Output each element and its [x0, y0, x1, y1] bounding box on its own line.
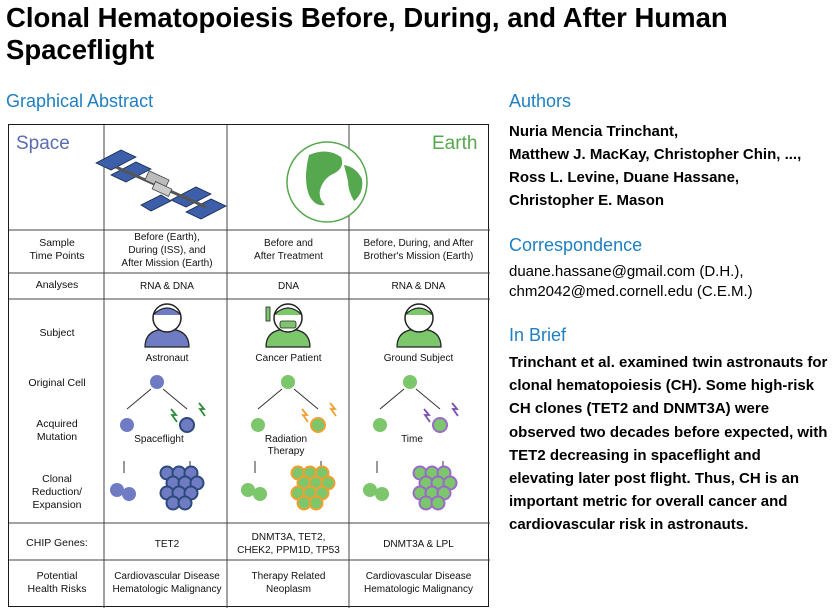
- daughter-cell: [373, 418, 387, 432]
- col2-time-points: Before and After Treatment: [254, 238, 323, 262]
- col2-health-risks: Therapy Related Neoplasm: [251, 571, 326, 595]
- branch-arrow: [380, 389, 404, 409]
- col3-analyses: RNA & DNA: [391, 281, 446, 292]
- mutated-cell: [433, 418, 447, 432]
- earth-label: Earth: [432, 133, 478, 154]
- col1-analyses: RNA & DNA: [140, 281, 194, 292]
- subject-person-icon: [266, 304, 310, 347]
- original-cell: [403, 375, 417, 389]
- col3-health-risks: Cardiovascular Disease Hematologic Malignancy: [364, 571, 473, 595]
- row-label-subject: Subject: [39, 327, 75, 339]
- clone-cell: [110, 483, 124, 497]
- row-label-acquired-mutation: Acquired Mutation: [36, 418, 78, 443]
- paper-title: Clonal Hematopoiesis Before, During, and After Human Spaceflight: [6, 2, 728, 65]
- col2-subject: Cancer Patient: [255, 353, 322, 364]
- correspondence-list: [509, 262, 829, 302]
- clone-cell: [122, 487, 136, 501]
- row-label-original-cell: Original Cell: [28, 377, 86, 389]
- col1-chip-genes: TET2: [154, 539, 180, 550]
- row-label-analyses: Analyses: [35, 279, 79, 291]
- col3-time-points: Before, During, and After Brother's Mission (Earth): [363, 238, 474, 262]
- mutation-bolt-icon: [302, 409, 308, 422]
- branch-arrow: [294, 389, 318, 409]
- mutated-cell: [311, 418, 325, 432]
- authors-list: [509, 120, 829, 212]
- authors-heading: Authors: [509, 91, 572, 111]
- space-station-icon: [96, 150, 226, 219]
- row-label-health-risks: Potential Health Risks: [27, 570, 87, 595]
- col3-chip-genes: DNMT3A & LPL: [383, 539, 454, 550]
- mutation-bolt-icon: [330, 403, 336, 416]
- original-cell: [150, 375, 164, 389]
- clone-cell: [363, 483, 377, 497]
- expanded-clone-cell: [432, 497, 445, 510]
- mutated-cell: [180, 418, 194, 432]
- row-label-chip-genes: CHIP Genes:: [26, 537, 88, 549]
- col1-time-points: Before (Earth), During (ISS), and After Mission (Earth): [121, 232, 213, 269]
- mutation-bolt-icon: [199, 403, 205, 416]
- clone-cell: [375, 487, 389, 501]
- space-label: Space: [16, 133, 70, 154]
- row-label-clonal: Clonal Reduction/ Expansion: [31, 473, 83, 511]
- subject-person-icon: [397, 304, 441, 347]
- clone-cell: [253, 487, 267, 501]
- col1-cause: Spaceflight: [134, 434, 184, 445]
- branch-arrow: [127, 389, 151, 409]
- branch-arrow: [416, 389, 440, 409]
- mutation-bolt-icon: [424, 409, 430, 422]
- subject-person-icon: [145, 304, 189, 347]
- col2-cause: Radiation Therapy: [264, 434, 308, 457]
- author-line: Ross L. Levine, Duane Hassane,: [509, 169, 740, 186]
- daughter-cell: [120, 418, 134, 432]
- mutation-bolt-icon: [171, 409, 177, 422]
- col3-subject: Ground Subject: [383, 353, 454, 364]
- graphical-abstract: [8, 124, 489, 607]
- author-line: Matthew J. MacKay, Christopher Chin, ...,: [509, 146, 802, 163]
- in-brief-text: Trinchant et al. examined twin astronauts for clonal hematopoiesis (CH). Some high-risk CH clones (TET2 and DNMT3A) were observed two decades before expected, with TET2 decreasing in spaceflight and elevating later post flight. Thus, CH is an important metric for overall cancer and cardiovascular risk in astronauts.: [509, 354, 828, 534]
- correspondence-heading: Correspondence: [509, 235, 643, 255]
- mutation-bolt-icon: [452, 403, 458, 416]
- correspondence-email[interactable]: duane.hassane@gmail.com (D.H.),: [509, 263, 744, 280]
- graphical-abstract-heading: Graphical Abstract: [6, 91, 154, 111]
- col1-subject: Astronaut: [145, 353, 189, 364]
- daughter-cell: [251, 418, 265, 432]
- author-line: Nuria Mencia Trinchant,: [509, 123, 679, 140]
- author-line: Christopher E. Mason: [509, 192, 665, 209]
- col3-cause: Time: [401, 434, 423, 445]
- in-brief-heading: In Brief: [509, 325, 567, 345]
- clone-cell: [241, 483, 255, 497]
- col2-analyses: DNA: [277, 281, 300, 292]
- branch-arrow: [258, 389, 282, 409]
- correspondence-email[interactable]: chm2042@med.cornell.edu (C.E.M.): [509, 283, 753, 300]
- col1-health-risks: Cardiovascular Disease Hematologic Malignancy: [112, 571, 222, 595]
- expanded-clone-cell: [179, 497, 192, 510]
- original-cell: [281, 375, 295, 389]
- expanded-clone-cell: [310, 497, 323, 510]
- row-label-sample-time-points: Sample Time Points: [29, 237, 85, 262]
- col2-chip-genes: DNMT3A, TET2, CHEK2, PPM1D, TP53: [237, 532, 340, 556]
- branch-arrow: [163, 389, 187, 409]
